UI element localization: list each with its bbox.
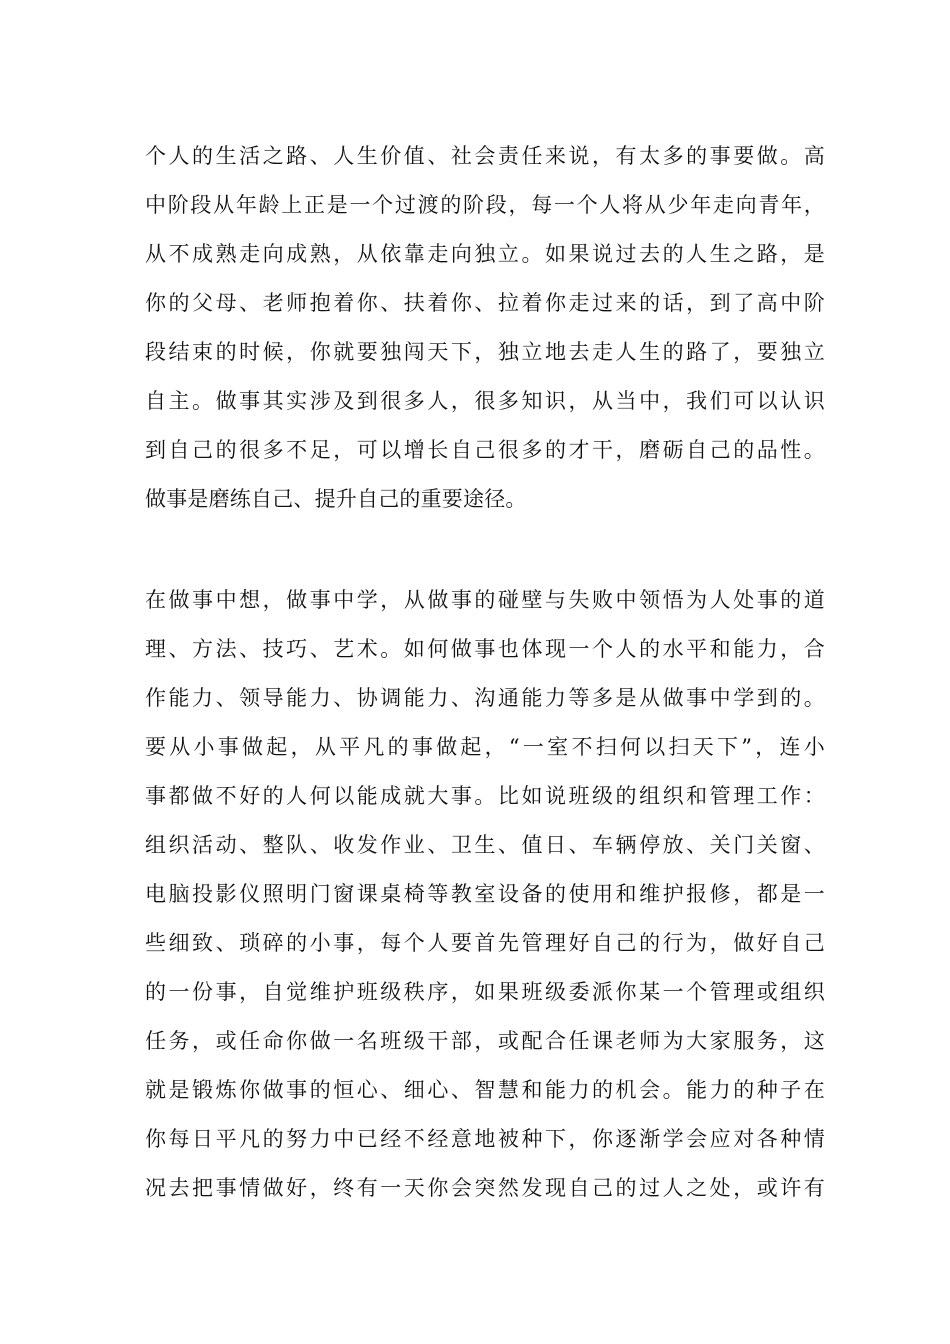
text-line: 段结束的时候，你就要独闯天下，独立地去走人生的路了，要独立 bbox=[145, 340, 825, 364]
text-line: 的一份事，自觉维护班级秩序，如果班级委派你某一个管理或组织 bbox=[145, 980, 825, 1004]
text-line: 到自己的很多不足，可以增长自己很多的才干，磨砺自己的品性。 bbox=[145, 438, 825, 462]
text-line: 电脑投影仪照明门窗课桌椅等教室设备的使用和维护报修，都是一 bbox=[145, 882, 825, 906]
text-line: 做事是磨练自己、提升自己的重要途径。 bbox=[145, 487, 527, 511]
text-line: 你的父母、老师抱着你、扶着你、拉着你走过来的话，到了高中阶 bbox=[145, 291, 825, 315]
text-line: 作能力、领导能力、协调能力、沟通能力等多是从做事中学到的。 bbox=[145, 686, 825, 710]
text-line: 自主。做事其实涉及到很多人，很多知识，从当中，我们可以认识 bbox=[145, 389, 825, 413]
text-line: 事都做不好的人何以能成就大事。比如说班级的组织和管理工作： bbox=[145, 784, 825, 808]
text-line: 从不成熟走向成熟，从依靠走向独立。如果说过去的人生之路，是 bbox=[145, 242, 825, 266]
text-line: 个人的生活之路、人生价值、社会责任来说，有太多的事要做。高 bbox=[145, 144, 825, 168]
text-line: 你每日平凡的努力中已经不经意地被种下，你逐渐学会应对各种情 bbox=[145, 1127, 825, 1151]
text-line: 在做事中想，做事中学，从做事的碰壁与失败中领悟为人处事的道 bbox=[145, 588, 825, 612]
text-line: 任务，或任命你做一名班级干部，或配合任课老师为大家服务，这 bbox=[145, 1029, 825, 1053]
text-line: 中阶段从年龄上正是一个过渡的阶段，每一个人将从少年走向青年， bbox=[145, 193, 825, 217]
text-line: 况去把事情做好，终有一天你会突然发现自己的过人之处，或许有 bbox=[145, 1176, 825, 1200]
text-line: 理、方法、技巧、艺术。如何做事也体现一个人的水平和能力，合 bbox=[145, 637, 825, 661]
text-line: 组织活动、整队、收发作业、卫生、值日、车辆停放、关门关窗、 bbox=[145, 833, 825, 857]
text-line: 些细致、琐碎的小事，每个人要首先管理好自己的行为，做好自己 bbox=[145, 931, 825, 955]
text-line: 要从小事做起，从平凡的事做起，“一室不扫何以扫天下”，连小 bbox=[145, 735, 825, 759]
text-line: 就是锻炼你做事的恒心、细心、智慧和能力的机会。能力的种子在 bbox=[145, 1078, 825, 1102]
